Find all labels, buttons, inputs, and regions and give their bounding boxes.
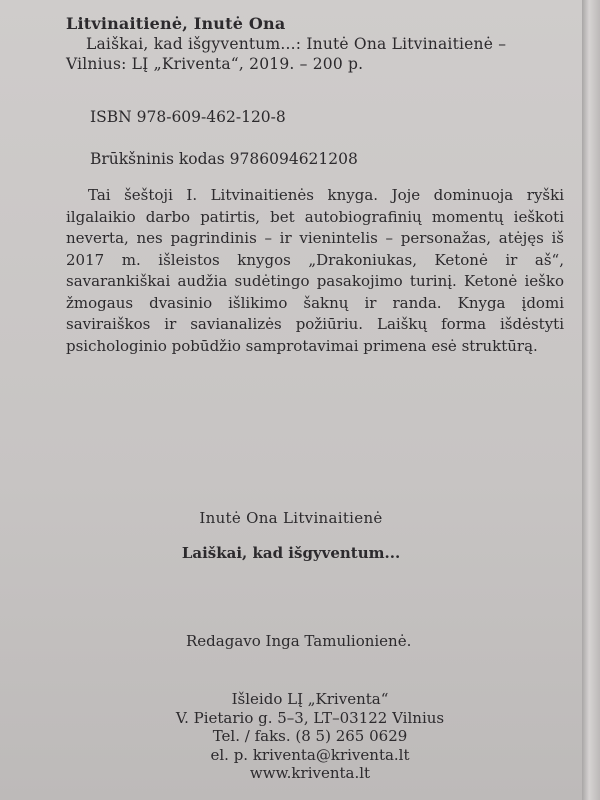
author-heading: Litvinaitienė, Inutė Ona — [66, 14, 286, 33]
book-description — [66, 185, 564, 357]
publisher-block — [150, 690, 470, 783]
bibliographic-record — [66, 14, 566, 74]
page-edge — [582, 0, 600, 800]
isbn: ISBN 978-609-462-120-8 — [90, 108, 286, 126]
publisher-email: el. p. kriventa@kriventa.lt — [210, 745, 410, 764]
title-line: Laiškai, kad išgyventum...: Inutė Ona Litvinaitienė – — [86, 35, 507, 53]
imprint-line: Vilnius: LĮ „Kriventa“, 2019. – 200 p. — [66, 55, 364, 73]
credit-author: Inutė Ona Litvinaitienė — [199, 509, 383, 527]
publisher-address: V. Pietario g. 5–3, LT–03122 Vilnius — [175, 708, 445, 727]
editor-credit: Redagavo Inga Tamulionienė. — [186, 632, 412, 650]
credit-title: Laiškai, kad išgyventum... — [181, 544, 401, 562]
publisher-name: Išleido LĮ „Kriventa“ — [231, 690, 389, 708]
publisher-phone: Tel. / faks. (8 5) 265 0629 — [212, 727, 408, 745]
barcode-number: Brūkšninis kodas 9786094621208 — [90, 150, 358, 168]
publisher-website: www.kriventa.lt — [249, 764, 371, 782]
description-text: Tai šeštoji I. Litvinaitienės knyga. Joje dominuoja ryški ilgalaikio darbo patirtis, bet autobiografinių momentų ieškoti neverta, nes pagrindinis – ir vienintelis – personažas, atėjęs iš 2017 m. išleistos knygos „Drakoniukas, Ketonė ir aš“, savarankiškai audžia sudėtingo pasakojimo turinį. Ketonė ieško žmogaus dvasinio išlikimo šaknų ir randa. Knyga įdomi saviraiškos ir savianalizės požiūriu. Laiškų forma išdėstyti psichologinio pobūdžio samprotavimai primena esė struktūrą. — [66, 186, 564, 355]
